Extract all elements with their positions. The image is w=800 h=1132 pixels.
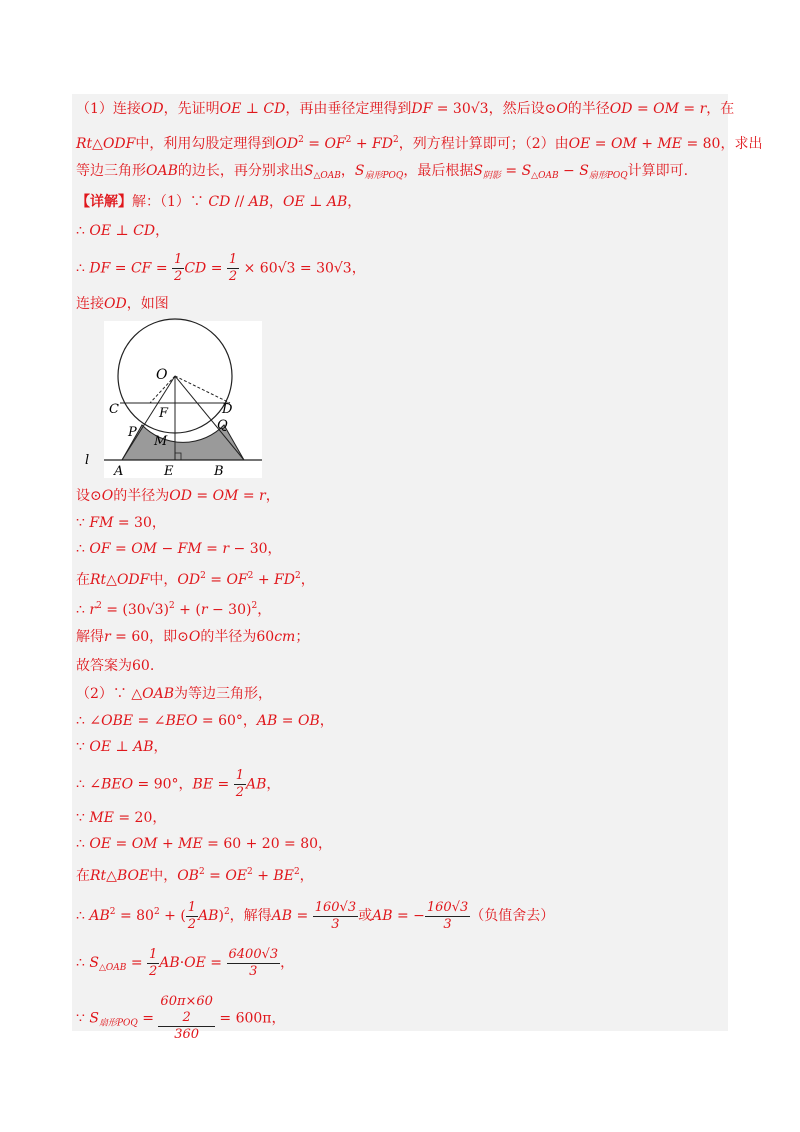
- step-line-5: ∴ OE ⊥ CD，: [76, 223, 170, 239]
- step-line-15: （2）∵ △OAB为等边三角形，: [76, 686, 273, 702]
- step-line-12: ∴ $r^2 = (30√3)^2 + (r - 30)^2$，: [76, 601, 272, 618]
- step-line-23: ∴ $S_{\triangle OAB}$ = $\frac{1}{2}$ AB·OE = $\frac{6400√3}{3}$ ，: [76, 946, 295, 979]
- label-a: A: [114, 464, 124, 479]
- label-m: M: [154, 434, 168, 449]
- label-c: C: [109, 402, 119, 417]
- step-line-21: 在Rt△BOE中，$OB^2 = OE^2 + BE^2$，: [76, 867, 314, 884]
- label-d: D: [222, 402, 233, 417]
- label-p: P: [128, 425, 137, 440]
- detail-heading: 【详解】解：（1）∵ CD // AB，OE ⊥ AB，: [76, 194, 362, 210]
- step-line-6: ∴ DF = CF = $\frac{1}{2}$ CD = $\frac{1}{2}$ × 60√3 = 30√3，: [76, 252, 366, 284]
- step-line-13: 解得r = 60，即⊙O的半径为60cm；: [76, 629, 310, 645]
- label-o: O: [156, 367, 168, 383]
- step-line-17: ∵ OE ⊥ AB，: [76, 739, 168, 755]
- geometry-figure: [85, 321, 262, 479]
- label-l: l: [85, 453, 90, 468]
- step-line-22: ∴ $AB^2 = 80^2$ + ( $\frac{1}{2}$ AB)$^2$，解得AB = $\frac{160√3}{3}$ 或AB = − $\frac{160√3}{3}$ （负值舍去）: [76, 899, 555, 932]
- label-b: B: [214, 464, 224, 479]
- label-q: Q: [217, 418, 228, 433]
- label-f: F: [159, 406, 169, 421]
- step-line-18: ∴ ∠BEO = 90°，BE = $\frac{1}{2}$ AB，: [76, 768, 281, 800]
- step-line-9: ∵ FM = 30，: [76, 515, 166, 531]
- step-line-10: ∴ OF = OM − FM = r − 30，: [76, 541, 282, 557]
- figure-svg: [85, 321, 262, 479]
- step-line-7: 连接OD，如图: [76, 296, 169, 312]
- step-line-16: ∴ ∠OBE = ∠BEO = 60°，AB = OB，: [76, 713, 334, 729]
- content-panel: [72, 94, 728, 1031]
- step-line-11: 在Rt△ODF中，$OD^2 = OF^2 + FD^2$，: [76, 571, 315, 588]
- analysis-line-2: Rt△ODF中，利用勾股定理得到$OD^2 = OF^2 + FD^2$，列方程计算即可；（2）由OE = OM + ME = 80，求出: [76, 135, 763, 152]
- step-line-20: ∴ OE = OM + ME = 60 + 20 = 80，: [76, 836, 333, 852]
- segment-od: [175, 376, 230, 403]
- step-line-24: ∵ $S_{扇形POQ}$ = 60π×60 2 360 = 600π，: [76, 994, 286, 1042]
- step-line-19: ∵ ME = 20，: [76, 810, 167, 826]
- analysis-line-3: 等边三角形OAB的边长，再分别求出$S_{\triangle OAB}$，$S_{扇形POQ}$，最后根据$S_{阴影} = S_{\triangle OAB} - S_{扇形POQ}$计算即可.: [76, 163, 689, 181]
- step-line-8: 设⊙O的半径为OD = OM = r，: [76, 488, 280, 504]
- label-e: E: [164, 464, 174, 479]
- step-line-14: 故答案为60.: [76, 658, 155, 674]
- analysis-line-1: （1）连接OD，先证明OE ⊥ CD，再由垂径定理得到DF = 30√3，然后设⊙O的半径OD = OM = r，在: [76, 101, 735, 117]
